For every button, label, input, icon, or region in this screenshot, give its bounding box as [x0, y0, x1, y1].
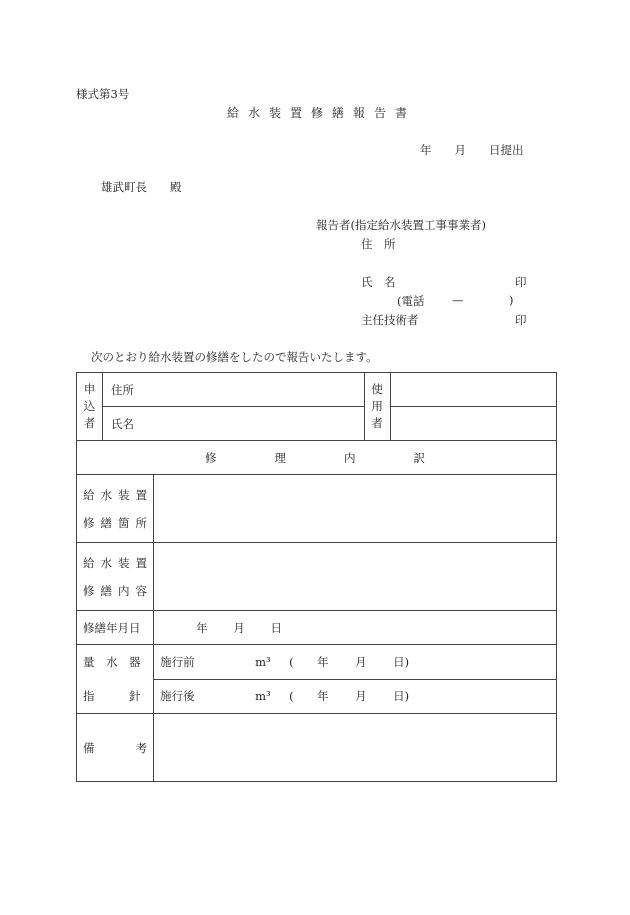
remarks-label: 備 考: [77, 714, 154, 782]
repair-date-cell[interactable]: 年 月 日: [154, 611, 557, 645]
chief-seal-mark: 印: [515, 313, 527, 327]
applicant-address-label: 住所: [103, 373, 365, 407]
repair-date-label: 修繕年月日: [77, 611, 154, 645]
repair-content-cell[interactable]: [154, 543, 557, 611]
repair-details-header: 修 理 内 訳: [77, 441, 557, 475]
addressee: 雄武町長 殿: [101, 180, 182, 194]
meter-after-row[interactable]: 施行後 m³ ( 年 月 日): [154, 679, 557, 714]
applicant-name-label: 氏名: [103, 407, 365, 441]
repair-location-label: 給水装置 修繕箇所: [77, 475, 154, 543]
phone-label: (電話: [397, 294, 425, 308]
form-number: 様式第3号: [76, 87, 130, 101]
reporter-name-label: 氏 名: [361, 275, 396, 289]
user-label: 使 用 者: [364, 373, 390, 441]
submission-date: 年 月 日提出: [420, 143, 524, 157]
reporter-heading: 報告者(指定給水装置工事事業者): [316, 218, 486, 232]
reporter-address-label: 住 所: [361, 237, 396, 251]
meter-before-row[interactable]: 施行前 m³ ( 年 月 日): [154, 645, 557, 680]
repair-content-label: 給水装置 修繕内容: [77, 543, 154, 611]
report-table: [76, 372, 557, 782]
meter-reading-label: 量 水 器 指 針: [77, 645, 154, 714]
intro-text: 次のとおり給水装置の修繕をしたので報告いたします。: [91, 350, 378, 364]
user-name-cell[interactable]: [390, 407, 556, 441]
phone-dash: —: [452, 293, 464, 307]
remarks-cell[interactable]: [154, 714, 557, 782]
repair-location-cell[interactable]: [154, 475, 557, 543]
chief-engineer-label: 主任技術者: [361, 313, 419, 327]
document-title: 給水装置修繕報告書: [227, 106, 417, 120]
user-address-cell[interactable]: [390, 373, 556, 407]
seal-mark: 印: [515, 275, 527, 289]
applicant-label: 申 込 者: [77, 373, 103, 441]
phone-close: ): [509, 293, 514, 307]
